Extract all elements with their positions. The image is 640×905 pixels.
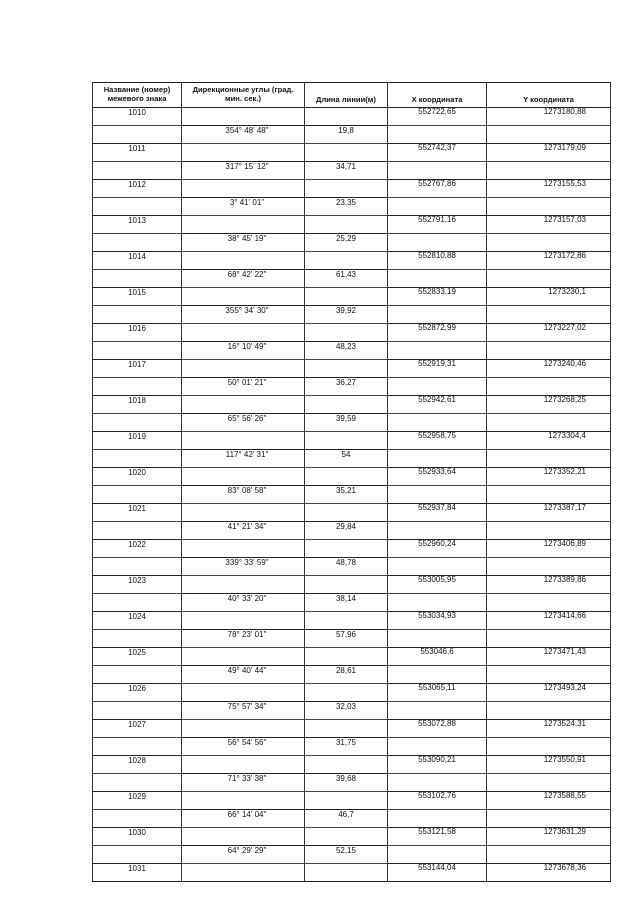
empty-cell — [388, 774, 487, 792]
marker-name-cell: 1031 — [93, 864, 182, 882]
empty-cell — [388, 630, 487, 648]
empty-cell — [93, 666, 182, 684]
y-coordinate-cell: 1273389,86 — [487, 576, 611, 594]
direction-angle-cell: 75° 57' 34" — [182, 702, 305, 720]
empty-cell — [487, 234, 611, 252]
y-coordinate-cell: 1273524,31 — [487, 720, 611, 738]
marker-name-cell: 1022 — [93, 540, 182, 558]
line-length-cell: 39,68 — [305, 774, 388, 792]
empty-cell — [305, 504, 388, 522]
y-coordinate-cell: 1273493,24 — [487, 684, 611, 702]
marker-row — [93, 504, 611, 522]
x-coordinate-cell: 552933,64 — [388, 468, 487, 486]
marker-name-cell: 1013 — [93, 216, 182, 234]
empty-cell — [182, 288, 305, 306]
empty-cell — [93, 558, 182, 576]
line-length-cell: 23,35 — [305, 198, 388, 216]
y-coordinate-cell: 1273678,36 — [487, 864, 611, 882]
y-coordinate-cell: 1273471,43 — [487, 648, 611, 666]
x-coordinate-cell: 552960,24 — [388, 540, 487, 558]
segment-row — [93, 594, 611, 612]
header-line-length: Длина линии(м) — [305, 83, 388, 108]
empty-cell — [182, 612, 305, 630]
empty-cell — [182, 144, 305, 162]
marker-name-cell: 1020 — [93, 468, 182, 486]
segment-row — [93, 342, 611, 360]
empty-cell — [487, 162, 611, 180]
empty-cell — [93, 630, 182, 648]
empty-cell — [93, 450, 182, 468]
x-coordinate-cell: 553121,58 — [388, 828, 487, 846]
empty-cell — [388, 594, 487, 612]
empty-cell — [305, 360, 388, 378]
empty-cell — [182, 720, 305, 738]
x-coordinate-cell: 553144,04 — [388, 864, 487, 882]
line-length-cell: 35,21 — [305, 486, 388, 504]
marker-row — [93, 792, 611, 810]
line-length-cell: 48,23 — [305, 342, 388, 360]
line-length-cell: 57,96 — [305, 630, 388, 648]
line-length-cell: 38,14 — [305, 594, 388, 612]
empty-cell — [305, 792, 388, 810]
empty-cell — [388, 270, 487, 288]
empty-cell — [388, 846, 487, 864]
segment-row — [93, 126, 611, 144]
table-header-row — [93, 83, 611, 108]
empty-cell — [93, 702, 182, 720]
empty-cell — [305, 684, 388, 702]
marker-row — [93, 180, 611, 198]
empty-cell — [388, 414, 487, 432]
direction-angle-cell: 339° 33' 59" — [182, 558, 305, 576]
direction-angle-cell: 64° 29' 29" — [182, 846, 305, 864]
segment-row — [93, 774, 611, 792]
empty-cell — [93, 126, 182, 144]
empty-cell — [182, 324, 305, 342]
marker-name-cell: 1028 — [93, 756, 182, 774]
empty-cell — [305, 864, 388, 882]
y-coordinate-cell: 1273588,55 — [487, 792, 611, 810]
empty-cell — [487, 666, 611, 684]
x-coordinate-cell: 553034,93 — [388, 612, 487, 630]
marker-name-cell: 1030 — [93, 828, 182, 846]
empty-cell — [388, 702, 487, 720]
marker-row — [93, 648, 611, 666]
segment-row — [93, 162, 611, 180]
empty-cell — [305, 756, 388, 774]
empty-cell — [305, 180, 388, 198]
marker-name-cell: 1012 — [93, 180, 182, 198]
segment-row — [93, 558, 611, 576]
marker-row — [93, 324, 611, 342]
marker-name-cell: 1019 — [93, 432, 182, 450]
marker-row — [93, 576, 611, 594]
direction-angle-cell: 66° 14' 04" — [182, 810, 305, 828]
segment-row — [93, 810, 611, 828]
empty-cell — [182, 684, 305, 702]
empty-cell — [388, 306, 487, 324]
empty-cell — [182, 360, 305, 378]
segment-row — [93, 306, 611, 324]
empty-cell — [388, 126, 487, 144]
segment-row — [93, 666, 611, 684]
line-length-cell: 39,59 — [305, 414, 388, 432]
x-coordinate-cell: 552810,88 — [388, 252, 487, 270]
marker-name-cell: 1017 — [93, 360, 182, 378]
marker-name-cell: 1026 — [93, 684, 182, 702]
line-length-cell: 48,78 — [305, 558, 388, 576]
x-coordinate-cell: 552722,65 — [388, 108, 487, 126]
direction-angle-cell: 16° 10' 49" — [182, 342, 305, 360]
marker-row — [93, 720, 611, 738]
direction-angle-cell: 83° 08' 58" — [182, 486, 305, 504]
empty-cell — [388, 234, 487, 252]
segment-row — [93, 378, 611, 396]
header-marker-name: Название (номер) межевого знака — [93, 83, 182, 108]
empty-cell — [305, 612, 388, 630]
empty-cell — [487, 414, 611, 432]
empty-cell — [487, 702, 611, 720]
empty-cell — [487, 450, 611, 468]
empty-cell — [93, 270, 182, 288]
empty-cell — [388, 486, 487, 504]
marker-name-cell: 1016 — [93, 324, 182, 342]
direction-angle-cell: 56° 54' 56" — [182, 738, 305, 756]
empty-cell — [487, 378, 611, 396]
empty-cell — [93, 594, 182, 612]
segment-row — [93, 630, 611, 648]
empty-cell — [93, 234, 182, 252]
direction-angle-cell: 49° 40' 44" — [182, 666, 305, 684]
y-coordinate-cell: 1273414,66 — [487, 612, 611, 630]
marker-row — [93, 144, 611, 162]
x-coordinate-cell: 552942,61 — [388, 396, 487, 414]
empty-cell — [182, 864, 305, 882]
empty-cell — [305, 396, 388, 414]
y-coordinate-cell: 1273550,91 — [487, 756, 611, 774]
empty-cell — [305, 288, 388, 306]
marker-name-cell: 1015 — [93, 288, 182, 306]
marker-name-cell: 1010 — [93, 108, 182, 126]
x-coordinate-cell: 552742,37 — [388, 144, 487, 162]
empty-cell — [305, 720, 388, 738]
y-coordinate-cell: 1273240,46 — [487, 360, 611, 378]
marker-name-cell: 1023 — [93, 576, 182, 594]
y-coordinate-cell: 1273179,09 — [487, 144, 611, 162]
direction-angle-cell: 71° 33' 38" — [182, 774, 305, 792]
empty-cell — [388, 342, 487, 360]
empty-cell — [305, 576, 388, 594]
empty-cell — [305, 108, 388, 126]
marker-row — [93, 396, 611, 414]
direction-angle-cell: 354° 48' 48" — [182, 126, 305, 144]
segment-row — [93, 522, 611, 540]
empty-cell — [487, 486, 611, 504]
empty-cell — [388, 378, 487, 396]
empty-cell — [93, 738, 182, 756]
y-coordinate-cell: 1273157,03 — [487, 216, 611, 234]
empty-cell — [305, 828, 388, 846]
header-direction-angle: Дирекционные углы (град. мин. сек.) — [182, 83, 305, 108]
marker-name-cell: 1027 — [93, 720, 182, 738]
line-length-cell: 52,15 — [305, 846, 388, 864]
empty-cell — [182, 828, 305, 846]
marker-name-cell: 1029 — [93, 792, 182, 810]
empty-cell — [305, 216, 388, 234]
empty-cell — [487, 198, 611, 216]
line-length-cell: 39,92 — [305, 306, 388, 324]
line-length-cell: 54 — [305, 450, 388, 468]
marker-row — [93, 756, 611, 774]
boundary-coordinates-table — [92, 82, 611, 882]
y-coordinate-cell: 1273180,88 — [487, 108, 611, 126]
direction-angle-cell: 65° 56' 26" — [182, 414, 305, 432]
y-coordinate-cell: 1273155,53 — [487, 180, 611, 198]
empty-cell — [487, 630, 611, 648]
line-length-cell: 28,61 — [305, 666, 388, 684]
segment-row — [93, 414, 611, 432]
empty-cell — [93, 198, 182, 216]
empty-cell — [388, 522, 487, 540]
empty-cell — [182, 432, 305, 450]
empty-cell — [182, 504, 305, 522]
empty-cell — [305, 468, 388, 486]
line-length-cell: 46,7 — [305, 810, 388, 828]
y-coordinate-cell: 1273406,89 — [487, 540, 611, 558]
x-coordinate-cell: 552937,84 — [388, 504, 487, 522]
empty-cell — [388, 666, 487, 684]
empty-cell — [305, 648, 388, 666]
x-coordinate-cell: 553102,76 — [388, 792, 487, 810]
segment-row — [93, 450, 611, 468]
marker-row — [93, 540, 611, 558]
x-coordinate-cell: 553090,21 — [388, 756, 487, 774]
y-coordinate-cell: 1273304,4 — [487, 432, 611, 450]
empty-cell — [388, 450, 487, 468]
empty-cell — [93, 486, 182, 504]
line-length-cell: 25,29 — [305, 234, 388, 252]
direction-angle-cell: 68° 42' 22" — [182, 270, 305, 288]
table-body — [93, 108, 611, 882]
marker-name-cell: 1011 — [93, 144, 182, 162]
marker-name-cell: 1025 — [93, 648, 182, 666]
marker-name-cell: 1024 — [93, 612, 182, 630]
empty-cell — [93, 162, 182, 180]
line-length-cell: 36,27 — [305, 378, 388, 396]
empty-cell — [93, 414, 182, 432]
empty-cell — [487, 522, 611, 540]
empty-cell — [305, 540, 388, 558]
y-coordinate-cell: 1273268,25 — [487, 396, 611, 414]
segment-row — [93, 702, 611, 720]
y-coordinate-cell: 1273227,02 — [487, 324, 611, 342]
y-coordinate-cell: 1273352,21 — [487, 468, 611, 486]
marker-row — [93, 216, 611, 234]
marker-row — [93, 252, 611, 270]
empty-cell — [487, 738, 611, 756]
segment-row — [93, 270, 611, 288]
empty-cell — [182, 540, 305, 558]
empty-cell — [182, 396, 305, 414]
empty-cell — [182, 756, 305, 774]
direction-angle-cell: 41° 21' 34" — [182, 522, 305, 540]
y-coordinate-cell: 1273631,29 — [487, 828, 611, 846]
segment-row — [93, 198, 611, 216]
empty-cell — [182, 576, 305, 594]
marker-row — [93, 828, 611, 846]
line-length-cell: 34,71 — [305, 162, 388, 180]
empty-cell — [388, 738, 487, 756]
x-coordinate-cell: 553005,95 — [388, 576, 487, 594]
line-length-cell: 61,43 — [305, 270, 388, 288]
empty-cell — [182, 792, 305, 810]
empty-cell — [182, 108, 305, 126]
x-coordinate-cell: 553065,11 — [388, 684, 487, 702]
x-coordinate-cell: 552833,19 — [388, 288, 487, 306]
y-coordinate-cell: 1273387,17 — [487, 504, 611, 522]
line-length-cell: 29,84 — [305, 522, 388, 540]
marker-row — [93, 360, 611, 378]
marker-name-cell: 1021 — [93, 504, 182, 522]
marker-row — [93, 684, 611, 702]
empty-cell — [182, 252, 305, 270]
empty-cell — [305, 324, 388, 342]
empty-cell — [182, 216, 305, 234]
empty-cell — [93, 810, 182, 828]
header-y-coordinate: Y координата — [487, 83, 611, 108]
line-length-cell: 19,8 — [305, 126, 388, 144]
empty-cell — [487, 342, 611, 360]
empty-cell — [487, 846, 611, 864]
y-coordinate-cell: 1273230,1 — [487, 288, 611, 306]
empty-cell — [93, 846, 182, 864]
empty-cell — [388, 810, 487, 828]
marker-row — [93, 432, 611, 450]
empty-cell — [305, 432, 388, 450]
marker-row — [93, 468, 611, 486]
empty-cell — [182, 180, 305, 198]
direction-angle-cell: 355° 34' 30" — [182, 306, 305, 324]
empty-cell — [93, 522, 182, 540]
marker-row — [93, 612, 611, 630]
direction-angle-cell: 78° 23' 01" — [182, 630, 305, 648]
segment-row — [93, 234, 611, 252]
empty-cell — [487, 270, 611, 288]
x-coordinate-cell: 552791,16 — [388, 216, 487, 234]
empty-cell — [487, 810, 611, 828]
direction-angle-cell: 38° 45' 19" — [182, 234, 305, 252]
x-coordinate-cell: 552767,86 — [388, 180, 487, 198]
segment-row — [93, 486, 611, 504]
marker-row — [93, 864, 611, 882]
x-coordinate-cell: 552919,31 — [388, 360, 487, 378]
line-length-cell: 31,75 — [305, 738, 388, 756]
empty-cell — [93, 342, 182, 360]
empty-cell — [487, 558, 611, 576]
empty-cell — [487, 306, 611, 324]
x-coordinate-cell: 553046,6 — [388, 648, 487, 666]
empty-cell — [487, 594, 611, 612]
y-coordinate-cell: 1273172,86 — [487, 252, 611, 270]
x-coordinate-cell: 553072,88 — [388, 720, 487, 738]
direction-angle-cell: 40° 33' 20" — [182, 594, 305, 612]
direction-angle-cell: 50° 01' 21" — [182, 378, 305, 396]
marker-row — [93, 108, 611, 126]
empty-cell — [388, 558, 487, 576]
empty-cell — [305, 252, 388, 270]
x-coordinate-cell: 552958,75 — [388, 432, 487, 450]
x-coordinate-cell: 552872,99 — [388, 324, 487, 342]
direction-angle-cell: 317° 15' 12" — [182, 162, 305, 180]
direction-angle-cell: 117° 42' 31" — [182, 450, 305, 468]
line-length-cell: 32,03 — [305, 702, 388, 720]
direction-angle-cell: 3° 41' 01" — [182, 198, 305, 216]
empty-cell — [93, 774, 182, 792]
segment-row — [93, 738, 611, 756]
empty-cell — [487, 126, 611, 144]
marker-name-cell: 1014 — [93, 252, 182, 270]
empty-cell — [93, 378, 182, 396]
header-x-coordinate: X координата — [388, 83, 487, 108]
empty-cell — [305, 144, 388, 162]
empty-cell — [388, 162, 487, 180]
segment-row — [93, 846, 611, 864]
empty-cell — [93, 306, 182, 324]
empty-cell — [182, 648, 305, 666]
empty-cell — [182, 468, 305, 486]
empty-cell — [487, 774, 611, 792]
marker-name-cell: 1018 — [93, 396, 182, 414]
marker-row — [93, 288, 611, 306]
empty-cell — [388, 198, 487, 216]
